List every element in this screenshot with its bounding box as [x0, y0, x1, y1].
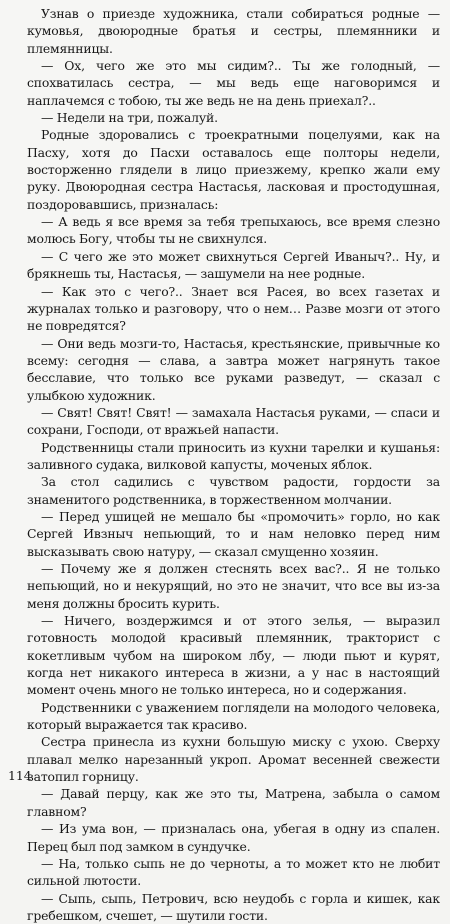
paragraph: Родные здоровались с троекратными поцелуями, как на Пасху, хотя до Пасхи оставалось еще полторы недели, восторженно глядели в лицо приезжему, крепко жали ему руку. Двоюродная сестра Настасья, ласковая и простодушная, поздоровавшись, призналась:: [27, 127, 440, 212]
paragraph: Узнав о приезде художника, стали собираться родные — кумовья, двоюродные братья и сестры, племянники и племянницы.: [27, 6, 440, 56]
paragraph: — А ведь я все время за тебя трепыхаюсь, все время слезно молюсь Богу, чтобы ты не свихнулся.: [27, 214, 440, 247]
paragraph: — Давай перцу, как же это ты, Матрена, забыла о самом главном?: [27, 786, 440, 819]
paragraph: — Из ума вон, — призналась она, убегая в одну из спален. Перец был под замком в сундучке.: [27, 821, 440, 854]
paragraph: — Свят! Свят! Свят! — замахала Настасья руками, — спаси и сохрани, Господи, от вражьей напасти.: [27, 404, 440, 438]
paragraph: — Перед ушицей не мешало бы «промочить» горло, но как Сергей Ивзныч непьющий, то и нам неловко перед ним высказывать свою натуру, — сказал смущенно хозяин.: [27, 508, 440, 559]
page-number: 114: [8, 768, 32, 783]
paragraph: Сестра принесла из кухни большую миску с ухою. Сверху плавал мелко нарезанный укроп. Аромат весенней свежести затопил горницу.: [27, 734, 440, 785]
paragraph: Родственницы стали приносить из кухни тарелки и кушанья: заливного судака, вилковой капусты, моченых яблок.: [27, 439, 440, 472]
paragraph: — Почему же я должен стеснять всех вас?.. Я не только непьющий, но и некурящий, но это не значит, что все вы из-за меня должны бросить курить.: [27, 561, 440, 611]
paragraph: — Ничего, воздержимся и от этого зелья, — выразил готовность молодой красивый племянник, тракторист с кокетливым чубом на широком лбу, — люди пьют и курят, когда нет никакого интереса в жизни, а у нас в настоящий момент очень много не только интереса, но и содержания.: [27, 613, 440, 698]
paragraph: — Как это с чего?.. Знает вся Расея, во всех газетах и журналах только и разговору, что о нем… Разве мозги от этого не повредятся?: [27, 283, 440, 334]
paragraph: — Ох, чего же это мы сидим?.. Ты же голодный, — спохватилась сестра, — мы ведь еще наговоримся и наплачемся с тобою, ты же ведь не на день приехал?..: [27, 58, 440, 108]
paragraph: — Недели на три, пожалуй.: [41, 110, 218, 126]
paragraph: — На, только сыпь не до черноты, а то может кто не любит сильной лютости.: [27, 855, 440, 889]
body-text: [27, 5, 440, 924]
paragraph: Родственники с уважением поглядели на молодого человека, который выражается так красиво.: [27, 699, 440, 733]
paragraph: — С чего же это может свихнуться Сергей Иваныч?.. Ну, и брякнешь ты, Настасья, — зашумели на нее родные.: [27, 248, 440, 282]
paragraph: — Сыпь, сыпь, Петрович, всю неудобь с горла и кишек, как гребешком, счешет, — шутили гости.: [27, 890, 440, 923]
paragraph: За стол садились с чувством радости, гордости за знаменитого родственника, в торжественном молчании.: [27, 474, 440, 507]
paragraph: — Они ведь мозги-то, Настасья, крестьянские, привычные ко всему: сегодня — слава, а завтра может нагрянуть такое бесславие, что только все руками разведут, — сказал с улыбкою художник.: [27, 335, 440, 403]
